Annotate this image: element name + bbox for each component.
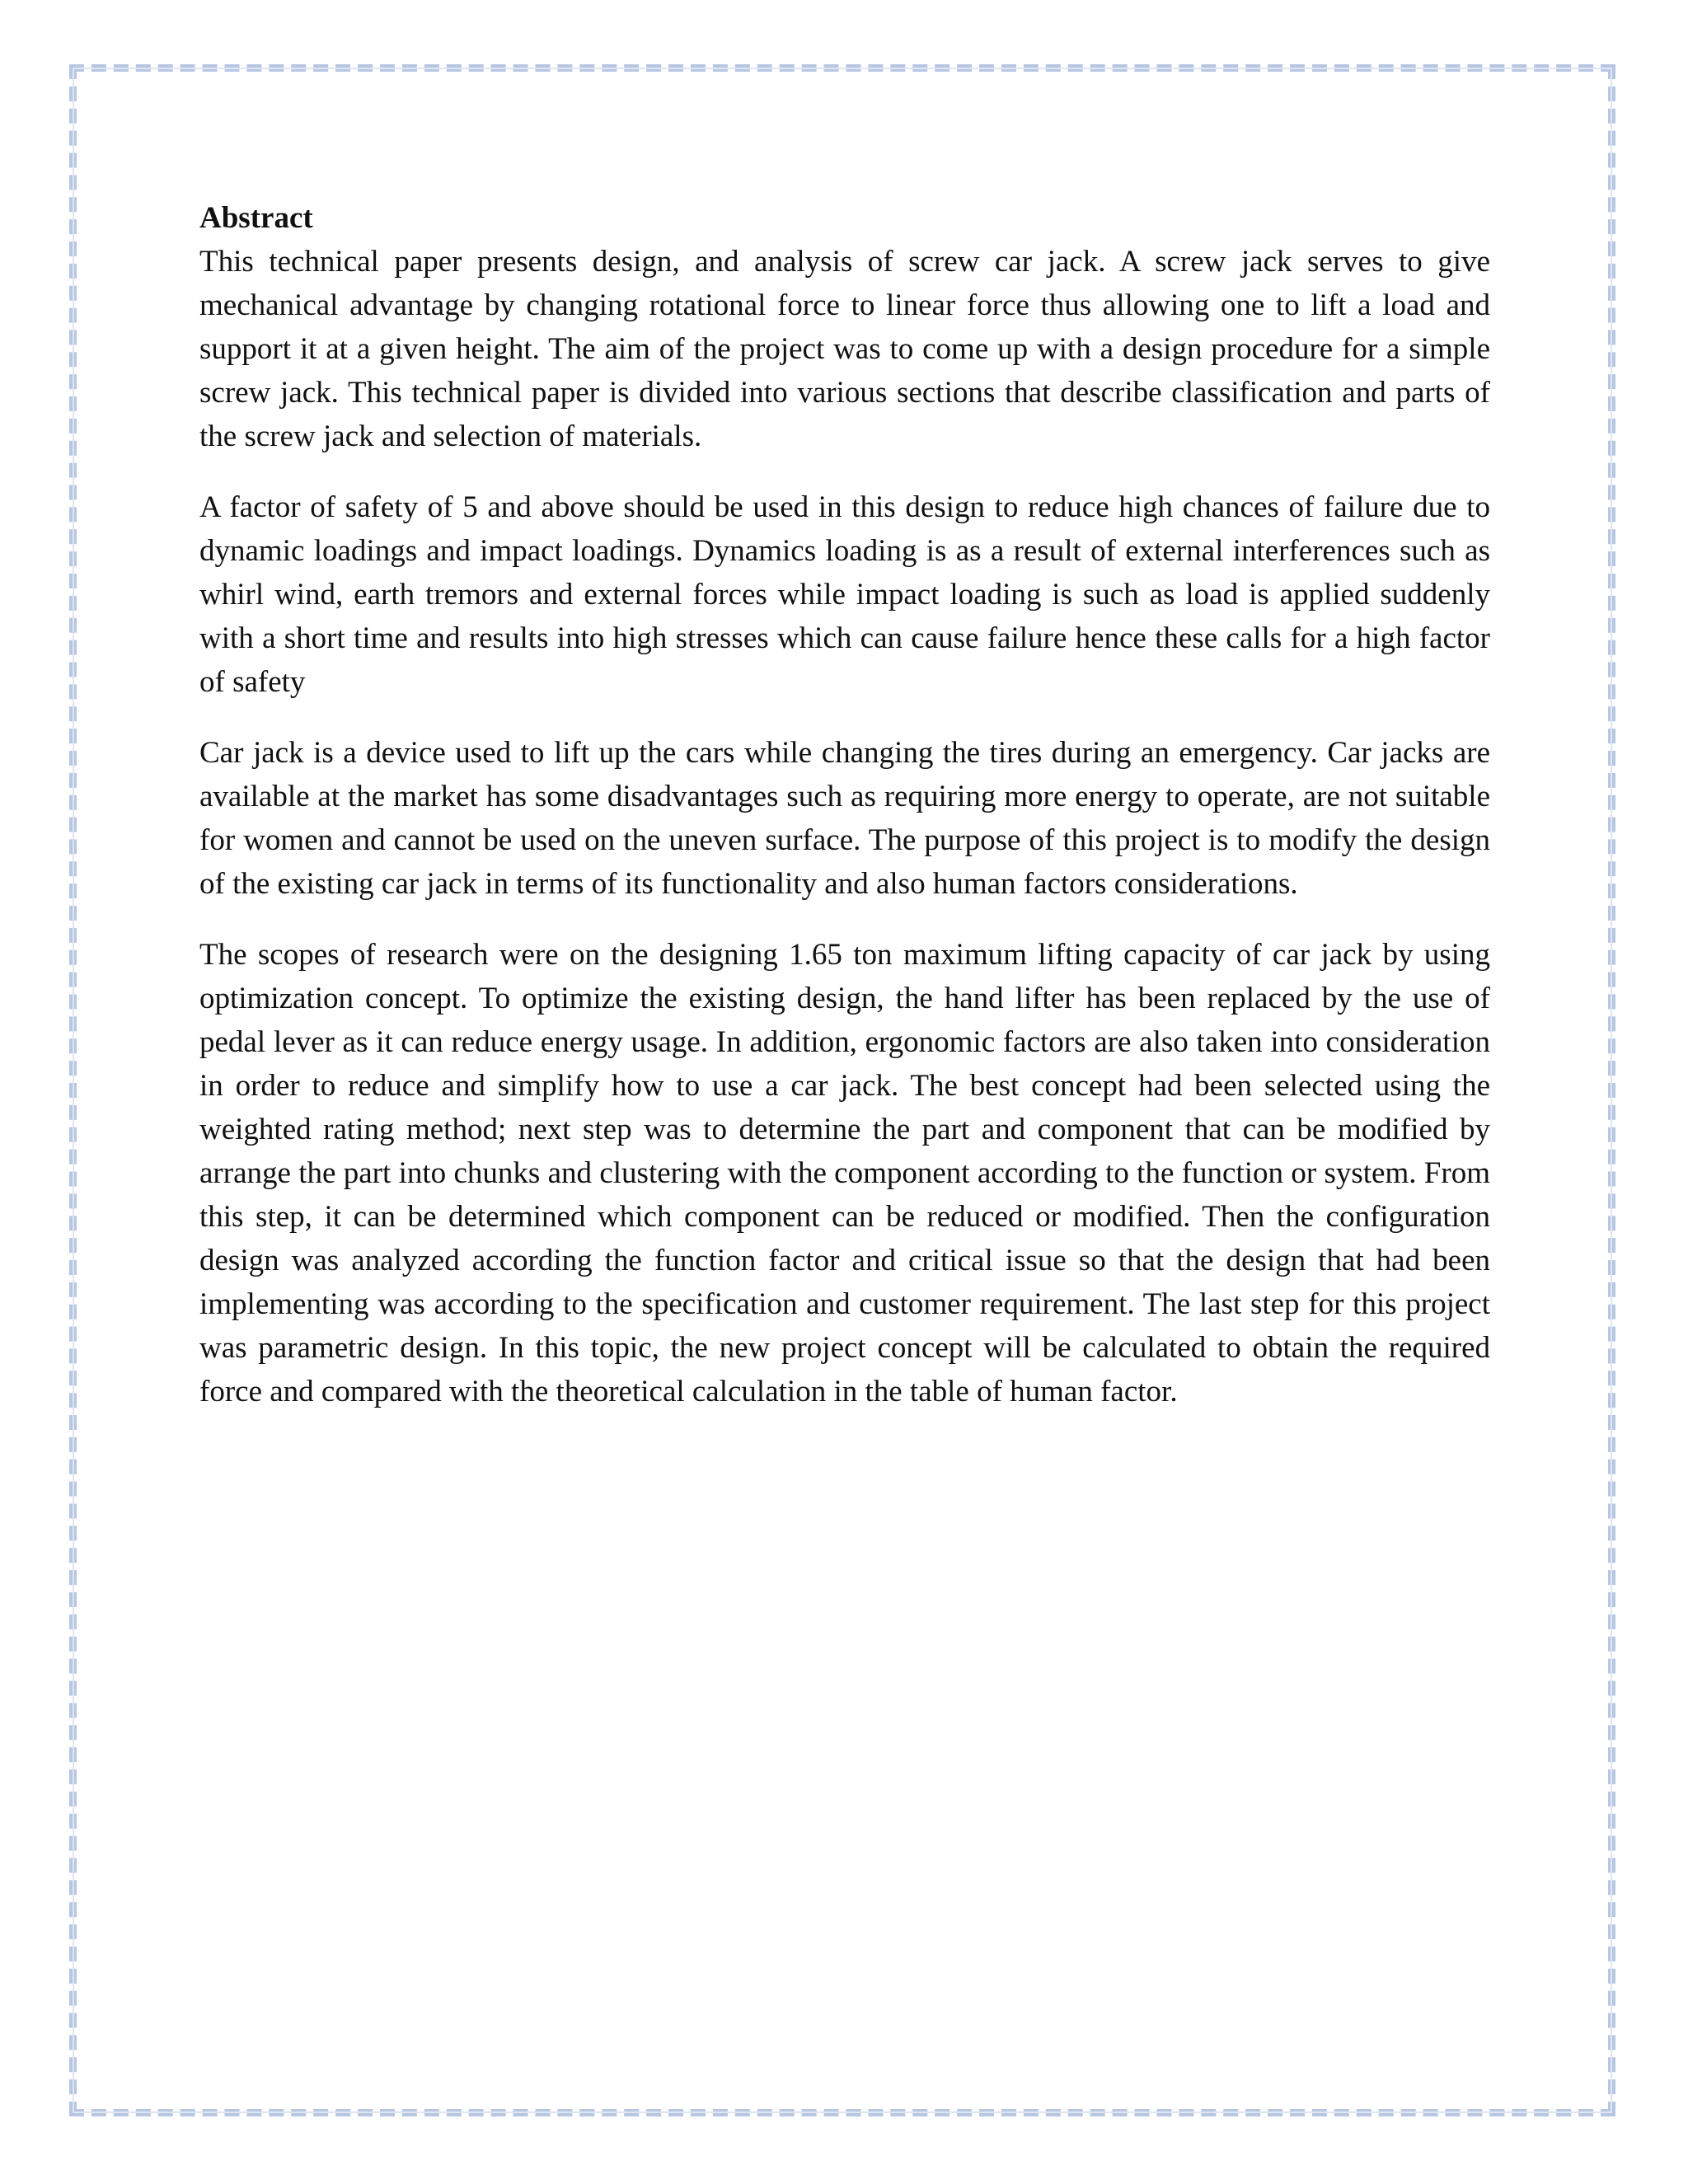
abstract-paragraph-4: The scopes of research were on the designing 1.65 ton maximum lifting capacity of car jack by using optimization concept. To optimize the existing design, the hand lifter has been replaced by the use of pedal lever as it can reduce energy usage. In addition, ergonomic factors are also taken into consideration in order to reduce and simplify how to use a car jack. The best concept had been selected using the weighted rating method; next step was to determine the part and component that can be modified by arrange the part into chunks and clustering with the component according to the function or system. From this step, it can be determined which component can be reduced or modified. Then the configuration design was analyzed according the function factor and critical issue so that the design that had been implementing was according to the specification and customer requirement. The last step for this project was parametric design. In this topic, the new project concept will be calculated to obtain the required force and compared with the theoretical calculation in the table of human factor.: [199, 938, 1490, 1408]
abstract-paragraph-3: Car jack is a device used to lift up the cars while changing the tires during an emergency. Car jacks are available at the market has some disadvantages such as requiring more energy to operate, are not suitable for women and cannot be used on the uneven surface. The purpose of this project is to modify the design of the existing car jack in terms of its functionality and also human factors considerations.: [199, 736, 1490, 901]
abstract-heading: Abstract: [199, 201, 313, 235]
abstract-paragraph-2: A factor of safety of 5 and above should be used in this design to reduce high chances of failure due to dynamic loadings and impact loadings. Dynamics loading is as a result of external interferences such as whirl wind, earth tremors and external forces while impact loading is such as load is applied suddenly with a short time and results into high stresses which can cause failure hence these calls for a high factor of safety: [199, 490, 1490, 699]
abstract-section: [199, 196, 1490, 1441]
abstract-paragraph-1: This technical paper presents design, and analysis of screw car jack. A screw jack serves to give mechanical advantage by changing rotational force to linear force thus allowing one to lift a load and support it at a given height. The aim of the project was to come up with a design procedure for a simple screw jack. This technical paper is divided into various sections that describe classification and parts of the screw jack and selection of materials.: [199, 245, 1490, 453]
